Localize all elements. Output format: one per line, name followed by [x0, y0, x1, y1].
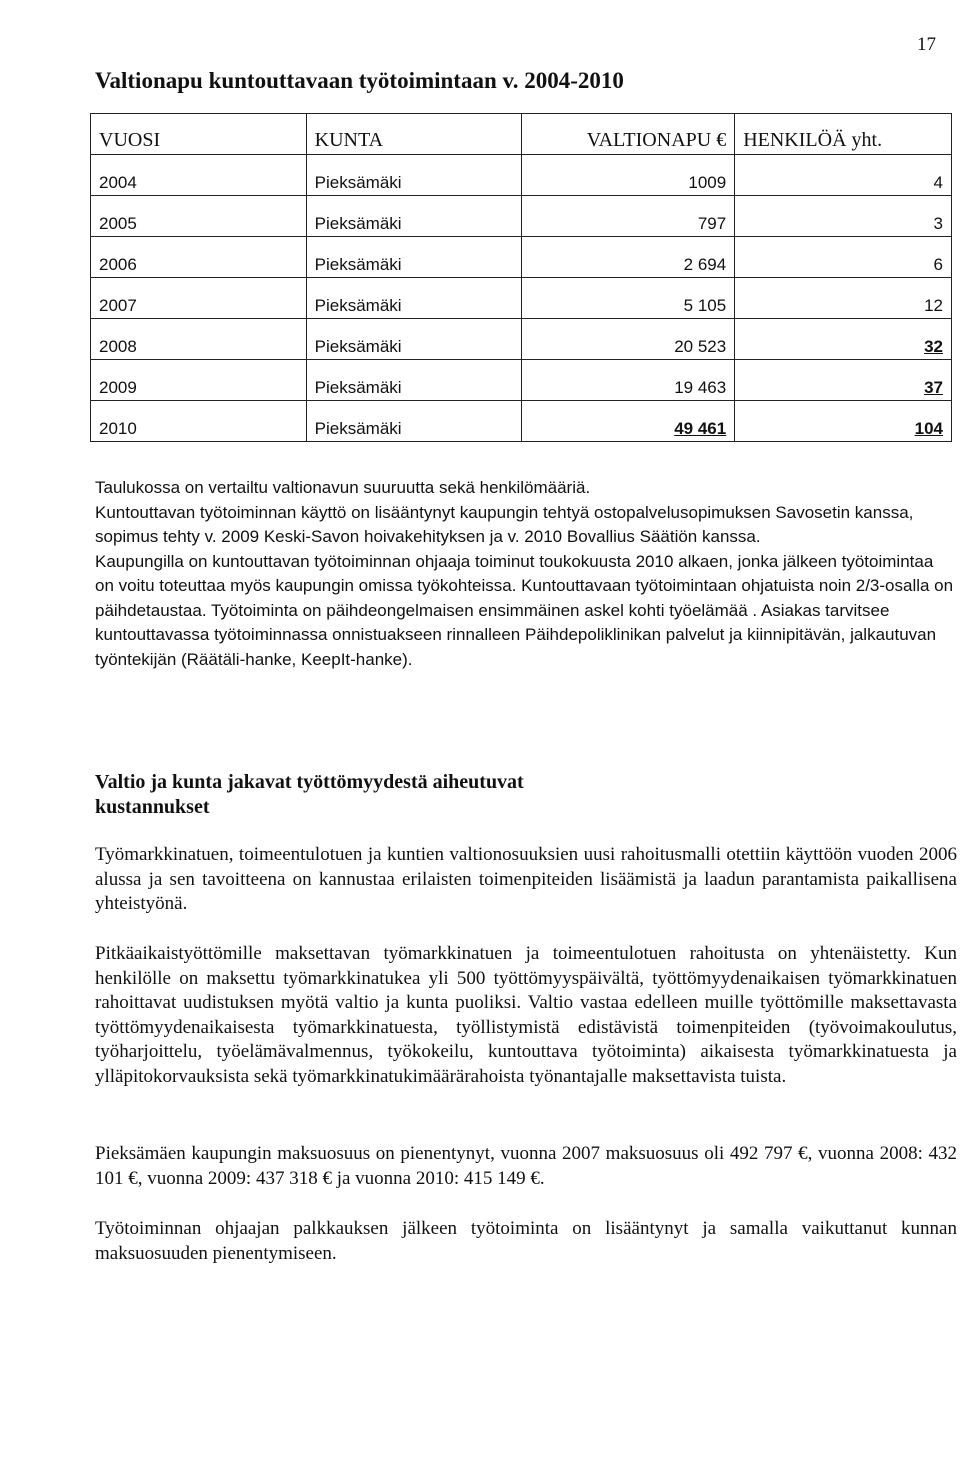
table-row [91, 155, 952, 196]
cell-municipality: Pieksämäki [306, 278, 522, 319]
cell-year: 2008 [91, 319, 307, 360]
table-row [91, 401, 952, 442]
cell-year: 2005 [91, 196, 307, 237]
cell-persons: 6 [735, 237, 952, 278]
table-row [91, 360, 952, 401]
cell-year: 2010 [91, 401, 307, 442]
cell-persons: 32 [735, 319, 952, 360]
cell-aid: 797 [522, 196, 735, 237]
cell-municipality: Pieksämäki [306, 196, 522, 237]
cell-year: 2009 [91, 360, 307, 401]
header-state-aid: VALTIONAPU € [522, 114, 735, 155]
cell-aid: 1009 [522, 155, 735, 196]
page-number: 17 [917, 34, 936, 55]
cell-persons: 104 [735, 401, 952, 442]
cell-municipality: Pieksämäki [306, 401, 522, 442]
table-row [91, 319, 952, 360]
cell-aid: 2 694 [522, 237, 735, 278]
cell-municipality: Pieksämäki [306, 155, 522, 196]
table-commentary [95, 476, 955, 672]
cell-municipality: Pieksämäki [306, 319, 522, 360]
body-paragraph: Työmarkkinatuen, toimeentulotuen ja kuntien valtionosuuksien uusi rahoitusmalli otettiin käyttöön vuoden 2006 alussa ja sen tavoitteena on kannustaa erilaisten toimenpiteiden lisäämistä ja laadun parantamista paikallisena yhteistyönä. [95, 844, 957, 914]
commentary-line: Taulukossa on vertailtu valtionavun suuruutta sekä henkilömääriä. [95, 478, 591, 497]
section-heading: Valtio ja kunta jakavat työttömyydestä aiheutuvat kustannukset [95, 771, 524, 818]
table-header-row [91, 114, 952, 155]
cell-aid: 19 463 [522, 360, 735, 401]
header-persons: HENKILÖÄ yht. [735, 114, 952, 155]
cell-aid: 20 523 [522, 319, 735, 360]
body-paragraph: Pieksämäen kaupungin maksuosuus on pienentynyt, vuonna 2007 maksuosuus oli 492 797 €, vuonna 2008: 432 101 €, vuonna 2009: 437 318 € ja vuonna 2010: 415 149 €. [95, 1143, 957, 1189]
cell-municipality: Pieksämäki [306, 360, 522, 401]
cell-aid: 5 105 [522, 278, 735, 319]
page-title: Valtionapu kuntouttavaan työtoimintaan v. 2004-2010 [95, 68, 624, 93]
table-row [91, 237, 952, 278]
header-municipality: KUNTA [306, 114, 522, 155]
cell-year: 2006 [91, 237, 307, 278]
cell-aid: 49 461 [522, 401, 735, 442]
cell-persons: 12 [735, 278, 952, 319]
commentary-line: Kuntouttavan työtoiminnan käyttö on lisääntynyt kaupungin tehtyä ostopalvelusopimuksen Savosetin kanssa, sopimus tehty v. 2009 Keski-Savon hoivakehityksen ja v. 2010 Bovallius Säätiön kanssa. [95, 502, 914, 546]
cell-persons: 4 [735, 155, 952, 196]
header-year: VUOSI [91, 114, 307, 155]
body-paragraph: Työtoiminnan ohjaajan palkkauksen jälkeen työtoiminta on lisääntynyt ja samalla vaikuttanut kunnan maksuosuuden pienentymiseen. [95, 1218, 957, 1264]
state-aid-table [90, 113, 952, 442]
cell-municipality: Pieksämäki [306, 237, 522, 278]
table-row [91, 278, 952, 319]
cell-persons: 3 [735, 196, 952, 237]
commentary-line: Kaupungilla on kuntouttavan työtoiminnan ohjaaja toiminut toukokuusta 2010 alkaen, jonka jälkeen työtoimintaa on voitu toteuttaa myös kaupungin omissa työkohteissa. Kuntouttavaan työtoimintaan ohjatuista noin 2/3-osalla on päihdetaustaa. Työtoiminta on päihdeongelmaisen ensimmäinen askel kohti työelämää . Asiakas tarvitsee kuntouttavassa työtoiminnassa onnistuakseen rinnalleen Päihdepoliklinikan palvelut ja kiinnipitävän, jalkautuvan työntekijän (Räätäli-hanke, KeepIt-hanke). [95, 551, 954, 669]
table-row [91, 196, 952, 237]
cell-year: 2004 [91, 155, 307, 196]
body-paragraph: Pitkäaikaistyöttömille maksettavan työmarkkinatuen ja toimeentulotuen rahoitusta on yhtenäistetty. Kun henkilölle on maksettu työmarkkinatukea yli 500 työttömyyspäivältä, työttömyydenaikaisen työmarkkinatuen rahoittavat uudistuksen myötä valtio ja kunta puoliksi. Valtio vastaa edelleen muille työttömille maksettavasta työttömyydenaikaisesta työmarkkinatuesta, työllistymistä edistävistä toimenpiteiden (työvoimakoulutus, työharjoittelu, työelämävalmennus, työkokeilu, kuntouttava työtoiminta) aikaisesta työmarkkinatuesta ja ylläpitokorvauksista sekä työmarkkinatukimäärärahoista työnantajalle maksettavista tuista. [95, 943, 957, 1087]
cell-year: 2007 [91, 278, 307, 319]
cell-persons: 37 [735, 360, 952, 401]
